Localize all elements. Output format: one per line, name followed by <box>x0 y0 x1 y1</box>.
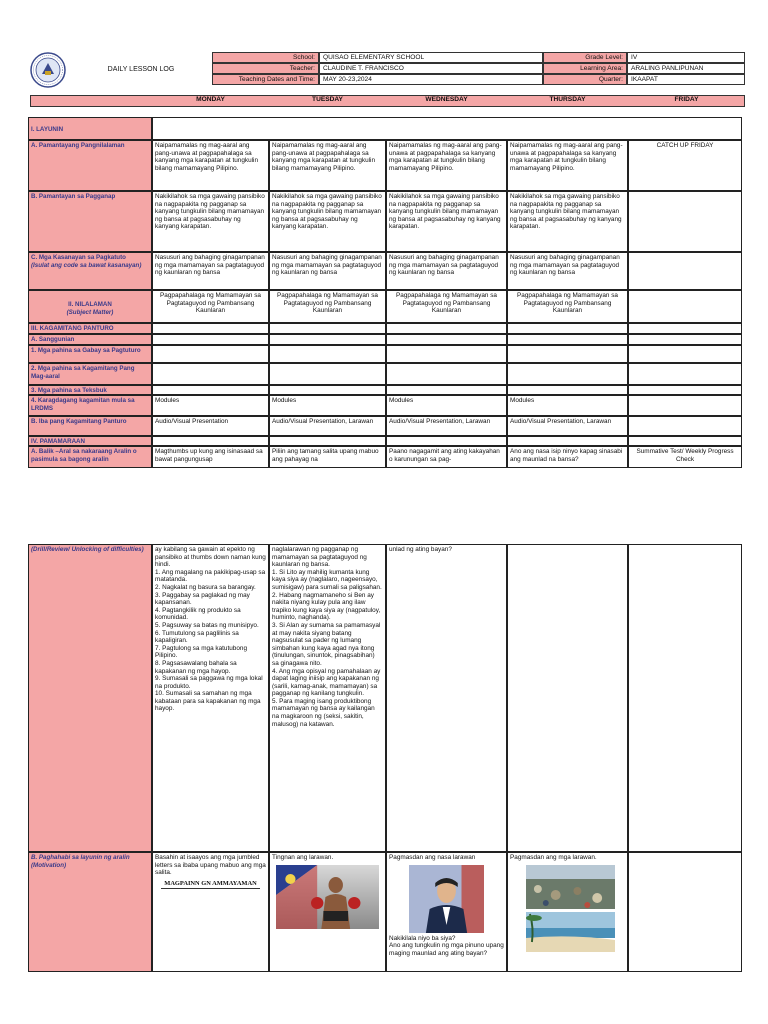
sanggunian-wed <box>386 334 507 345</box>
boxer-photo <box>276 865 379 929</box>
balik-wed: Paano nagagamit ang ating kakayahan o karunungan sa pag- <box>386 446 507 468</box>
iii-thu <box>507 323 628 334</box>
ii-label-title: II. NILALAMAN <box>68 301 112 308</box>
iv-tue <box>269 436 386 446</box>
motivation-wed <box>386 852 507 972</box>
jumbled-word: MAGPAINN GN AMMAYAMAN <box>164 879 257 887</box>
b2-label: B. Iba pang Kagamitang Panturo <box>28 416 152 436</box>
iv-wed <box>386 436 507 446</box>
sanggunian-mon <box>152 334 269 345</box>
teacher-value: CLAUDINE T. FRANCISCO <box>319 63 543 74</box>
motivation-mon <box>152 852 269 972</box>
iv-mon <box>152 436 269 446</box>
log-title: DAILY LESSON LOG <box>107 66 175 73</box>
iv-thu <box>507 436 628 446</box>
sanggunian-tue <box>269 334 386 345</box>
a-tue: Naipamamalas ng mag-aaral ang pang-unawa at pagpapahalaga sa kanyang mga karapatan at tungkulin bilang mamamayang Pilipino. <box>269 140 386 191</box>
r4-thu: Modules <box>507 395 628 416</box>
shore-photo-bottom <box>526 912 615 952</box>
balik-label: A. Balik –Aral sa nakaraang Aralin o pasimula sa bagong aralin <box>28 446 152 468</box>
c-label-title: C. Mga Kasanayan sa Pagkatuto <box>31 254 126 261</box>
r3-label: 3. Mga pahina sa Teksbuk <box>28 385 152 395</box>
ii-tue: Pagpapahalaga ng Mamamayan sa Pagtataguyod ng Pambansang Kaunlaran <box>269 290 386 323</box>
leader-photo <box>409 865 484 933</box>
iii-label: III. KAGAMITANG PANTURO <box>28 323 152 334</box>
iv-fri <box>628 436 742 446</box>
iv-label: IV. PAMAMARAAN <box>28 436 152 446</box>
c-wed: Nasusuri ang bahaging ginagampanan ng mga mamamayan sa pagtataguyod ng kaunlaran ng bansa <box>386 252 507 290</box>
r1-mon <box>152 345 269 363</box>
a-fri: CATCH UP FRIDAY <box>628 140 742 191</box>
c-label-sub: (Isulat ang code sa bawat kasanayan) <box>31 261 142 269</box>
r1-label: 1. Mga pahina sa Gabay sa Pagtuturo <box>28 345 152 363</box>
motivation-mon-text: Basahin at isaayos ang mga jumbled letters sa ibaba upang mabuo ang mga salita. <box>155 854 266 877</box>
r4-label: 4. Karagdagang kagamitan mula sa LRDMS <box>28 395 152 416</box>
motivation-sub: (Motivation) <box>31 861 67 869</box>
r4-mon: Modules <box>152 395 269 416</box>
r1-tue <box>269 345 386 363</box>
r4-fri <box>628 395 742 416</box>
b2-mon: Audio/Visual Presentation <box>152 416 269 436</box>
ii-mon: Pagpapahalaga ng Mamamayan sa Pagtataguyod ng Pambansang Kaunlaran <box>152 290 269 323</box>
day-monday: MONDAY <box>196 96 225 103</box>
shore-photo-top <box>526 865 615 909</box>
ii-label <box>28 290 152 323</box>
b2-tue: Audio/Visual Presentation, Larawan <box>269 416 386 436</box>
day-thursday: THURSDAY <box>549 96 586 103</box>
school-label: School: <box>212 52 319 63</box>
r1-fri <box>628 345 742 363</box>
motivation-title: B. Paghahabi sa layunin ng aralin <box>31 854 130 861</box>
drill-thu <box>507 544 628 852</box>
teacher-label: Teacher: <box>212 63 319 74</box>
c-label <box>28 252 152 290</box>
b-fri <box>628 191 742 252</box>
r2-wed <box>386 363 507 385</box>
balik-tue: Piliin ang tamang salita upang mabuo ang pahayag na <box>269 446 386 468</box>
drill-wed: unlad ng ating bayan? <box>386 544 507 852</box>
balik-thu: Ano ang nasa isip ninyo kapag sinasabi ang maunlad na bansa? <box>507 446 628 468</box>
r2-thu <box>507 363 628 385</box>
iii-mon <box>152 323 269 334</box>
layunin-label: I. LAYUNIN <box>28 117 152 140</box>
b2-wed: Audio/Visual Presentation, Larawan <box>386 416 507 436</box>
r3-mon <box>152 385 269 395</box>
school-value: QUISAO ELEMENTARY SCHOOL <box>319 52 543 63</box>
a-label: A. Pamantayang Pangnilalaman <box>28 140 152 191</box>
b-wed: Nakikilahok sa mga gawaing pansibiko na nagpapakita ng pagganap sa kanyang tungkulin bilang mamamayan ng bansa at pagsasabuhay ng kanyang karapatan. <box>386 191 507 252</box>
ii-wed: Pagpapahalaga ng Mamamayan sa Pagtataguyod ng Pambansang Kaunlaran <box>386 290 507 323</box>
underline <box>161 888 260 889</box>
b2-fri <box>628 416 742 436</box>
balik-mon: Magthumbs up kung ang isinasaad sa bawat pangungusap <box>152 446 269 468</box>
drill-fri <box>628 544 742 852</box>
sanggunian-label: A. Sanggunian <box>28 334 152 345</box>
day-tuesday: TUESDAY <box>312 96 343 103</box>
r2-tue <box>269 363 386 385</box>
a-mon: Naipamamalas ng mag-aaral ang pang-unawa at pagpapahalaga sa kanyang mga karapatan at tungkulin bilang mamamayang Pilipino. <box>152 140 269 191</box>
motivation-thu <box>507 852 628 972</box>
iii-wed <box>386 323 507 334</box>
day-wednesday: WEDNESDAY <box>425 96 468 103</box>
drill-tue: naglalarawan ng pagganap ng mamamayan sa pagtataguyod ng kaunlaran ng bansa. 1. Si Lito ay mahilig kumanta kung kaya siya ay (naglalaro, nageensayo, sumisigaw) para sumali sa paligsahan. 2. Habang nagmamaneho si Ben ay nakita niyang kulay pula ang ilaw trapiko kung kaya siya ay (nagpatuloy, huminto, naghanda). 3. Si Alan ay sumama sa pamamasyal at may nakita siyang batang nagsusulat sa pader ng lumang simbahan kung kaya agad nya itong (tinulungan, sinuntok, pinagsabihan) sa ginagawa nito. 4. Ang mga opisyal ng pamahalaan ay dapat laging iniisip ang kapakanan ng (sarili, kamag-anak, mamamayan) sa pagganap ng kanilang tungkulin. 5. Para maging isang produktibong mamamayan ng bansa ay kailangan na magkaroon ng (seksi, sakitin, malusog) na katawan. <box>269 544 386 852</box>
c-mon: Nasusuri ang bahaging ginagampanan ng mga mamamayan sa pagtataguyod ng kaunlaran ng bansa <box>152 252 269 290</box>
r1-thu <box>507 345 628 363</box>
motivation-tue-text: Tingnan ang larawan. <box>272 854 334 861</box>
ii-thu: Pagpapahalaga ng Mamamayan sa Pagtataguyod ng Pambansang Kaunlaran <box>507 290 628 323</box>
b-thu: Nakikilahok sa mga gawaing pansibiko na nagpapakita ng pagganap sa kanyang tungkulin bilang mamamayan ng bansa at pagsasabuhay ng kanyang karapatan. <box>507 191 628 252</box>
sanggunian-fri <box>628 334 742 345</box>
a-wed: Naipamamalas ng mag-aaral ang pang-unawa at pagpapahalaga sa kanyang mga karapatan at tungkulin bilang mamamayang Pilipino. <box>386 140 507 191</box>
r2-fri <box>628 363 742 385</box>
drill-mon: ay kabilang sa gawain at epekto ng pansibiko at thumbs down naman kung hindi. 1. Ang magalang na pakikipag-usap sa matatanda. 2. Nagkalat ng basura sa barangay. 3. Paggabay sa paglakad ng may kapansanan. 4. Pagtangkilik ng produkto sa komunidad. 5. Pagsuway sa batas ng munisipyo. 6. Tumutulong sa paglilinis sa kapaligiran. 7. Pagtulong sa mga katutubong Pilipino. 8. Pagsasawalang bahala sa kapakanan ng mga hayop. 9. Sumasali sa paggawa ng mga lokal na produkto. 10. Sumasali sa samahan ng mga kabataan para sa kapakanan ng mga hayop. <box>152 544 269 852</box>
r2-mon <box>152 363 269 385</box>
r4-wed: Modules <box>386 395 507 416</box>
layunin-span <box>152 117 742 140</box>
b2-thu: Audio/Visual Presentation, Larawan <box>507 416 628 436</box>
r3-thu <box>507 385 628 395</box>
grade-value: IV <box>627 52 745 63</box>
b-tue: Nakikilahok sa mga gawaing pansibiko na nagpapakita ng pagganap sa kanyang tungkulin bilang mamamayan ng bansa at pagsasabuhay ng kanyang karapatan. <box>269 191 386 252</box>
b-label: B. Pamantayan sa Pagganap <box>28 191 152 252</box>
b-mon: Nakikilahok sa mga gawaing pansibiko na nagpapakita ng pagganap sa kanyang tungkulin bilang mamamayan ng bansa at pagsasabuhay ng kanyang karapatan. <box>152 191 269 252</box>
r4-tue: Modules <box>269 395 386 416</box>
quarter-label: Quarter: <box>543 74 627 85</box>
balik-fri: Summative Test/ Weekly Progress Check <box>628 446 742 468</box>
r3-fri <box>628 385 742 395</box>
c-thu: Nasusuri ang bahaging ginagampanan ng mga mamamayan sa pagtataguyod ng kaunlaran ng bansa <box>507 252 628 290</box>
motivation-wed-text: Pagmasdan ang nasa larawan <box>389 854 476 861</box>
r2-label: 2. Mga pahina sa Kagamitang Pang Mag-aaral <box>28 363 152 385</box>
motivation-fri <box>628 852 742 972</box>
iii-fri <box>628 323 742 334</box>
iii-tue <box>269 323 386 334</box>
motivation-label <box>28 852 152 972</box>
ii-label-sub: (Subject Matter) <box>66 308 114 316</box>
dates-value: MAY 20-23,2024 <box>319 74 543 85</box>
quarter-value: IKAAPAT <box>627 74 745 85</box>
sanggunian-thu <box>507 334 628 345</box>
c-tue: Nasusuri ang bahaging ginagampanan ng mga mamamayan sa pagtataguyod ng kaunlaran ng bansa <box>269 252 386 290</box>
c-fri <box>628 252 742 290</box>
grade-label: Grade Level: <box>543 52 627 63</box>
day-friday: FRIDAY <box>674 96 699 103</box>
area-value: ARALING PANLIPUNAN <box>627 63 745 74</box>
ii-fri <box>628 290 742 323</box>
r3-tue <box>269 385 386 395</box>
r3-wed <box>386 385 507 395</box>
a-thu: Naipamamalas ng mag-aaral ang pang-unawa at pagpapahalaga sa kanyang mga karapatan at tungkulin bilang mamamayang Pilipino. <box>507 140 628 191</box>
drill-label: (Drill/Review/ Unlocking of difficulties) <box>28 544 152 852</box>
deped-seal <box>30 52 66 88</box>
area-label: Learning Area: <box>543 63 627 74</box>
motivation-tue <box>269 852 386 972</box>
r1-wed <box>386 345 507 363</box>
dates-label: Teaching Dates and Time: <box>212 74 319 85</box>
motivation-wed-question: Nakikilala niyo ba siya? Ano ang tungkulin ng mga pinuno upang maging maunlad ang ating bayan? <box>389 934 504 957</box>
motivation-thu-text: Pagmasdan ang mga larawan. <box>510 854 597 861</box>
